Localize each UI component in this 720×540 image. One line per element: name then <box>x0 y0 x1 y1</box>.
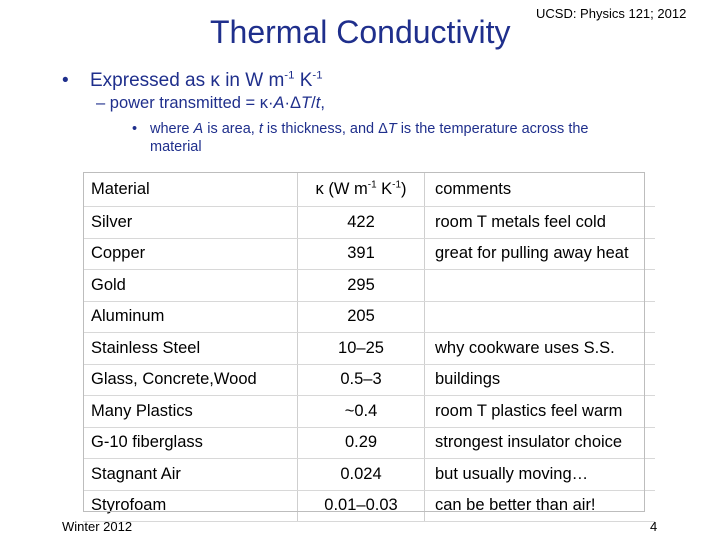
cell-comment: room T metals feel cold <box>425 207 656 239</box>
table-row <box>83 238 655 270</box>
cell-comment <box>425 270 656 302</box>
cell-comment: but usually moving… <box>425 459 656 491</box>
header-material: Material <box>83 172 298 207</box>
header-kappa <box>298 172 425 207</box>
cell-kappa: 0.5–3 <box>298 364 425 396</box>
cell-kappa: 0.29 <box>298 427 425 459</box>
conductivity-table <box>83 172 655 522</box>
cell-material: Silver <box>83 207 298 239</box>
kappa-symbol: κ <box>259 94 268 112</box>
cell-kappa: 10–25 <box>298 333 425 365</box>
delta-symbol: Δ <box>378 121 388 137</box>
bullet-icon: • <box>62 70 69 91</box>
bullet1-unit-k: K <box>299 70 313 91</box>
cell-material: Stagnant Air <box>83 459 298 491</box>
cell-material: Copper <box>83 238 298 270</box>
cell-kappa: 391 <box>298 238 425 270</box>
bullet-level-1 <box>62 70 323 92</box>
table-row <box>83 207 655 239</box>
cell-kappa: 0.01–0.03 <box>298 490 425 522</box>
header-exp2: -1 <box>392 179 401 190</box>
header-exp1: -1 <box>367 179 377 190</box>
header-note: UCSD: Physics 121; 2012 <box>536 6 687 21</box>
slide-title: Thermal Conductivity <box>210 14 511 50</box>
cell-kappa: ~0.4 <box>298 396 425 428</box>
var-area: A <box>273 94 285 112</box>
cell-material: Gold <box>83 270 298 302</box>
kappa-symbol: κ <box>210 70 220 91</box>
cell-comment: strongest insulator choice <box>425 427 656 459</box>
cell-kappa: 422 <box>298 207 425 239</box>
cell-comment: buildings <box>425 364 656 396</box>
page-number: 4 <box>650 519 658 534</box>
slash: / <box>311 94 316 112</box>
bullet1-exp2: -1 <box>312 69 323 82</box>
bullet-level-2 <box>96 94 325 113</box>
delta-symbol: Δ <box>290 94 302 112</box>
table-row <box>83 459 655 491</box>
table-row <box>83 427 655 459</box>
table-row <box>83 270 655 302</box>
bullet3-text-1: where <box>150 121 190 137</box>
cell-comment: room T plastics feel warm <box>425 396 656 428</box>
header-units-c: ) <box>400 179 407 198</box>
cell-comment: why cookware uses S.S. <box>425 333 656 365</box>
cell-material: G-10 fiberglass <box>83 427 298 459</box>
bullet3-text-2: is area, <box>207 121 255 137</box>
table-row <box>83 364 655 396</box>
cell-material: Styrofoam <box>83 490 298 522</box>
cell-material: Aluminum <box>83 301 298 333</box>
bullet3-text-3: is thickness, and <box>266 121 375 137</box>
cell-comment <box>425 301 656 333</box>
table-row <box>83 490 655 522</box>
cell-material: Glass, Concrete,Wood <box>83 364 298 396</box>
cell-kappa: 0.024 <box>298 459 425 491</box>
bullet2-prefix: power transmitted = <box>109 94 256 112</box>
bullet3-text-4: is the temperature across the <box>400 121 589 137</box>
table-row <box>83 396 655 428</box>
footer-term: Winter 2012 <box>62 519 133 534</box>
bullet1-unit-w: in W m <box>225 70 285 91</box>
cell-material: Stainless Steel <box>83 333 298 365</box>
table-row <box>83 301 655 333</box>
bullet-level-3 <box>132 120 672 156</box>
cell-comment: can be better than air! <box>425 490 656 522</box>
table-row <box>83 333 655 365</box>
var-area: A <box>193 121 204 137</box>
header-comments: comments <box>425 172 656 207</box>
bullet-icon: • <box>132 121 138 137</box>
header-units-b: K <box>381 179 393 198</box>
var-thickness: t <box>315 94 321 112</box>
var-temperature: T <box>387 121 397 137</box>
kappa-symbol: κ <box>315 179 324 198</box>
dot-operator: · <box>284 94 290 112</box>
table-header-row <box>83 172 655 207</box>
var-temperature: T <box>301 94 312 112</box>
dash-icon: – <box>96 94 106 112</box>
dot-operator: · <box>267 94 274 112</box>
cell-kappa: 205 <box>298 301 425 333</box>
header-units-a: (W m <box>328 179 368 198</box>
bullet1-exp1: -1 <box>284 69 295 82</box>
cell-kappa: 295 <box>298 270 425 302</box>
cell-material: Many Plastics <box>83 396 298 428</box>
var-thickness: t <box>258 121 263 137</box>
cell-comment: great for pulling away heat <box>425 238 656 270</box>
bullet3-text-5: material <box>150 139 202 155</box>
bullet1-prefix: Expressed as <box>90 70 206 91</box>
comma: , <box>320 94 325 112</box>
